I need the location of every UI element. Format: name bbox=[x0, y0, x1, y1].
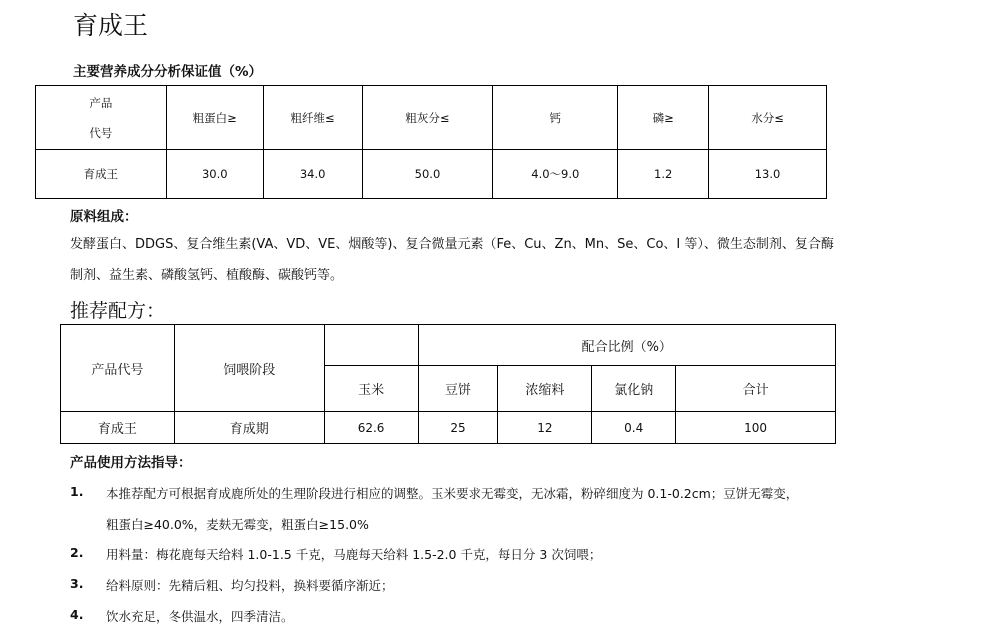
header-product-line2: 代号 bbox=[89, 125, 113, 140]
list-number: 3. bbox=[70, 576, 84, 591]
value-soybean-cake: 25 bbox=[418, 412, 498, 444]
value-total: 100 bbox=[676, 412, 836, 444]
ingredients-heading: 原料组成： bbox=[70, 209, 138, 225]
nutrition-table bbox=[35, 85, 827, 199]
header-total: 合计 bbox=[676, 366, 836, 412]
list-text: 本推荐配方可根据育成鹿所处的生理阶段进行相应的调整。玉米要求无霉变，无冰霜，粉碎细度为 0.1-0.2cm；豆饼无霉变， bbox=[106, 486, 799, 501]
value-corn: 62.6 bbox=[324, 412, 418, 444]
header-corn: 玉米 bbox=[324, 366, 418, 412]
formula-heading: 推荐配方： bbox=[70, 300, 166, 322]
ingredients-line2: 制剂、益生素、磷酸氢钙、植酸酶、碳酸钙等。 bbox=[70, 268, 344, 283]
value-phosphorus: 1.2 bbox=[618, 150, 709, 199]
nutrition-heading: 主要营养成分分析保证值（%） bbox=[73, 64, 263, 80]
table-row bbox=[36, 150, 827, 199]
list-number: 2. bbox=[70, 545, 84, 560]
header-product-line1: 产品 bbox=[89, 95, 113, 110]
header-soybean-cake: 豆饼 bbox=[418, 366, 498, 412]
list-text: 给料原则：先精后粗、均匀投料，换料要循序渐近； bbox=[106, 578, 394, 593]
header-moisture: 水分≤ bbox=[709, 86, 827, 150]
table-row bbox=[61, 412, 836, 444]
row-product: 育成王 bbox=[36, 150, 167, 199]
list-number: 4. bbox=[70, 607, 84, 622]
header-sodium-chloride: 氯化钠 bbox=[592, 366, 676, 412]
value-crude-fiber: 34.0 bbox=[263, 150, 362, 199]
list-text: 用料量：梅花鹿每天给料 1.0-1.5 千克，马鹿每天给料 1.5-2.0 千克，每日分 3 次饲喂； bbox=[106, 547, 602, 562]
value-calcium: 4.0～9.0 bbox=[493, 150, 618, 199]
header-crude-protein: 粗蛋白≥ bbox=[166, 86, 263, 150]
value-moisture: 13.0 bbox=[709, 150, 827, 199]
formula-table bbox=[60, 324, 836, 444]
value-crude-protein: 30.0 bbox=[166, 150, 263, 199]
row-product: 育成王 bbox=[61, 412, 175, 444]
header-crude-fiber: 粗纤维≤ bbox=[263, 86, 362, 150]
value-crude-ash: 50.0 bbox=[362, 150, 493, 199]
value-concentrate: 12 bbox=[498, 412, 592, 444]
header-crude-ash: 粗灰分≤ bbox=[362, 86, 493, 150]
header-product-code: 产品代号 bbox=[61, 325, 175, 412]
value-sodium-chloride: 0.4 bbox=[592, 412, 676, 444]
header-phosphorus: 磷≥ bbox=[618, 86, 709, 150]
header-mix-ratio: 配合比例（%） bbox=[418, 325, 835, 366]
row-stage: 育成期 bbox=[174, 412, 324, 444]
usage-heading: 产品使用方法指导： bbox=[70, 455, 192, 471]
ingredients-line1: 发酵蛋白、DDGS、复合维生素(VA、VD、VE、烟酸等)、复合微量元素（Fe、Cu、Zn、Mn、Se、Co、I 等）、微生态制剂、复合酶 bbox=[70, 237, 834, 252]
header-calcium: 钙 bbox=[493, 86, 618, 150]
header-blank bbox=[324, 325, 418, 366]
list-text: 饮水充足，冬供温水，四季清洁。 bbox=[106, 609, 294, 624]
header-concentrate: 浓缩料 bbox=[498, 366, 592, 412]
page-title: 育成王 bbox=[73, 11, 149, 40]
list-number: 1. bbox=[70, 484, 84, 499]
header-product-code bbox=[36, 86, 167, 150]
list-text: 粗蛋白≥40.0%，麦麸无霉变，粗蛋白≥15.0% bbox=[106, 517, 369, 532]
header-feeding-stage: 饲喂阶段 bbox=[174, 325, 324, 412]
